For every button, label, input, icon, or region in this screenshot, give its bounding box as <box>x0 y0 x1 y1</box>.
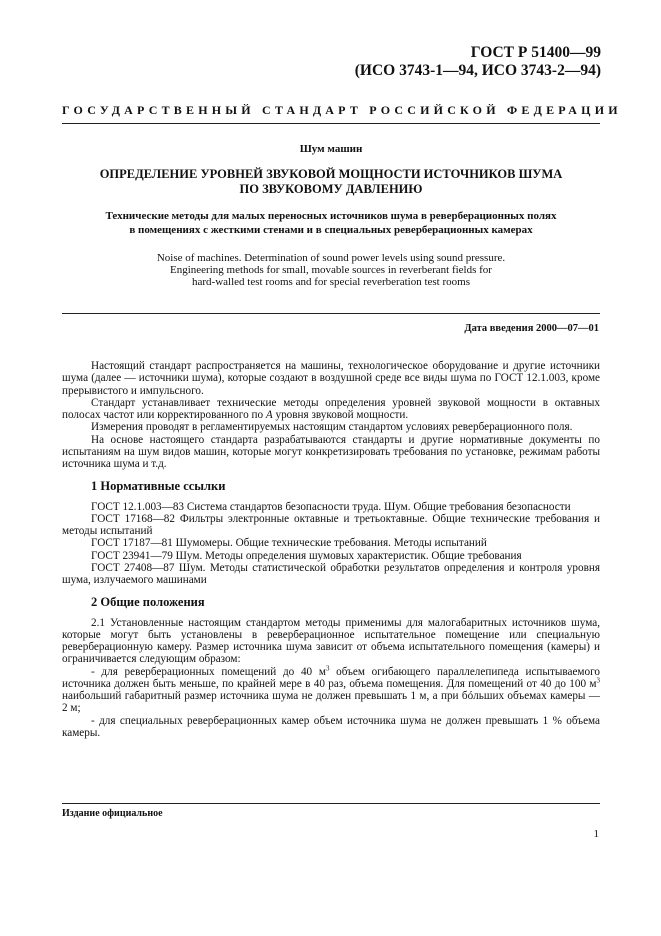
english-line-1: Noise of machines. Determination of sound power levels using sound pressure. <box>156 252 506 264</box>
section-2-paragraph-2: - для реверберационных помещений до 40 $м^3$ объем огибающего параллелепипеда испытываемого источника должен быть меньше, по крайней мере в 40 раз, объема помещения. Для помещений от 40 до 100 $м^3$ наибольший габаритный размер источника шума не должен превышать 1 м, а при бóльших объемах камеры — 2 м; <box>62 663 600 715</box>
page-number: 1 <box>593 828 599 840</box>
effective-date: Дата введения 2000—07—01 <box>464 323 599 334</box>
state-standard-banner: ГОСУДАРСТВЕННЫЙ СТАНДАРТ РОССИЙСКОЙ ФЕДЕРАЦИИ <box>62 103 622 117</box>
reference-item: ГОСТ 17187—81 Шумомеры. Общие технические требования. Методы испытаний <box>91 537 487 550</box>
footer-rule <box>62 803 600 804</box>
title-line-2: ПО ЗВУКОВОМУ ДАВЛЕНИЮ <box>239 182 423 196</box>
intro-paragraph-4: На основе настоящего стандарта разрабатываются стандарты и другие нормативные документы по испытаниям на шум видов машин, которые могут конкретизировать требования по установке, режимам работы источника шума и т.д. <box>62 433 600 470</box>
section-2-paragraph-1: 2.1 Установленные настоящим стандартом методы применимы для малогабаритных источников шума, которые могут быть установлены в реверберационное испытательное помещение или специальную реверберационную камеру. Размер источника шума зависит от объема испытательного помещения (камеры) и ограничивается следующим образом: <box>62 616 600 666</box>
iso-reference: (ИСО 3743-1—94, ИСО 3743-2—94) <box>354 62 601 79</box>
subtitle-line-2: в помещениях с жесткими стенами и в специальных реверберационных камерах <box>129 224 533 236</box>
english-line-2: Engineering methods for small, movable sources in reverberant fields for <box>170 264 492 276</box>
english-title <box>62 252 600 288</box>
reference-item: ГОСТ 27408—87 Шум. Методы статистической обработки результатов определения и контроля уровня шума, излучаемого машинами <box>62 561 600 586</box>
english-line-3: hard-walled test rooms and for special reverberation test rooms <box>192 276 470 288</box>
intro-paragraph-1: Настоящий стандарт распространяется на машины, технологическое оборудование и другие источники шума (далее — источники шума), которые создают в воздушной среде все виды шума по ГОСТ 12.1.003, кроме прерывистого и импульсного. <box>62 360 600 397</box>
document-title <box>62 167 600 197</box>
reference-item: ГОСТ 12.1.003—83 Система стандартов безопасности труда. Шум. Общие требования безопасности <box>91 500 571 513</box>
standard-code: ГОСТ Р 51400—99 <box>470 44 601 61</box>
subject-heading: Шум машин <box>299 143 363 155</box>
intro-paragraph-2: Стандарт устанавливает технические методы определения уровней звуковой мощности в октавных полосах частот или корректированного по А уровня звуковой мощности. <box>62 396 600 421</box>
subtitle-line-1: Технические методы для малых переносных источников шума в реверберационных полях <box>105 210 557 222</box>
section-2-heading: 2 Общие положения <box>91 595 205 610</box>
reference-item: ГОСТ 23941—79 Шум. Методы определения шумовых характеристик. Общие требования <box>91 549 522 562</box>
title-block-rule <box>62 313 600 314</box>
body-text <box>62 360 600 739</box>
official-edition-label: Издание официальное <box>62 808 163 819</box>
top-rule <box>62 123 600 124</box>
section-1-heading: 1 Нормативные ссылки <box>91 479 226 494</box>
document-subtitle <box>62 209 600 237</box>
section-2-paragraph-3: - для специальных реверберационных камер объем источника шума не должен превышать 1 % объема камеры. <box>62 714 600 739</box>
reference-item: ГОСТ 17168—82 Фильтры электронные октавные и третьоктавные. Общие технические требования и методы испытаний <box>62 512 600 537</box>
title-line-1: ОПРЕДЕЛЕНИЕ УРОВНЕЙ ЗВУКОВОЙ МОЩНОСТИ ИСТОЧНИКОВ ШУМА <box>99 167 563 181</box>
intro-paragraph-3: Измерения проводят в регламентируемых настоящим стандартом условиях реверберационного поля. <box>91 421 573 434</box>
